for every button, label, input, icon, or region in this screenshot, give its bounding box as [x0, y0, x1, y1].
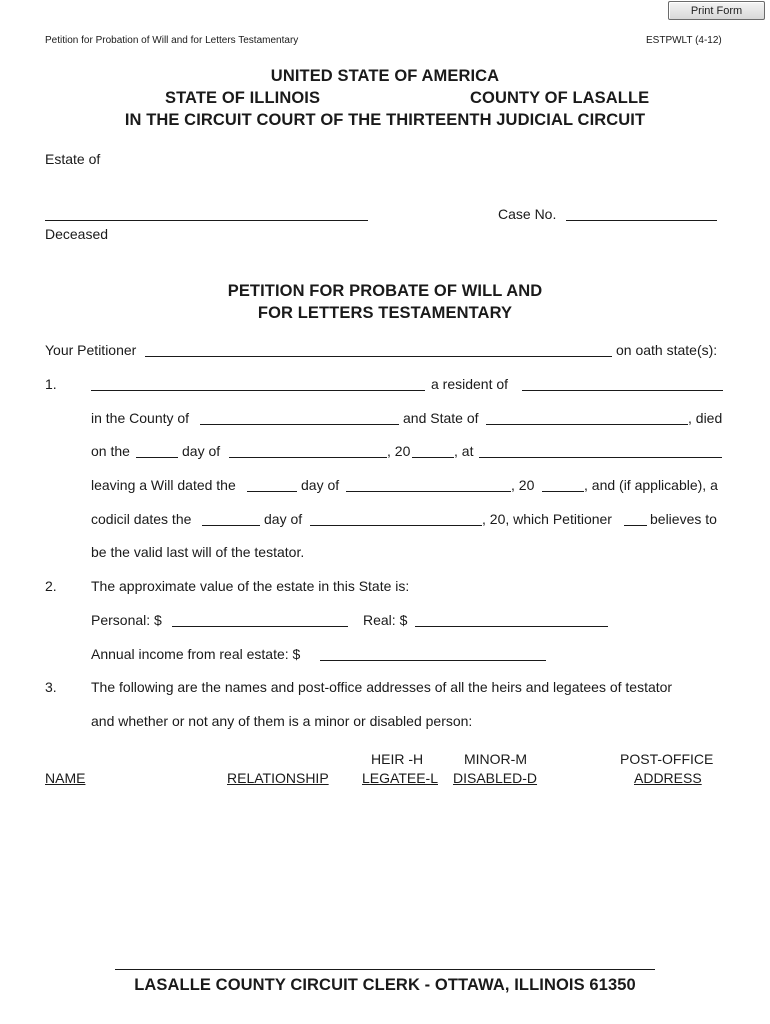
heirs-text-line1: The following are the names and post-office addresses of all the heirs and legatees of testator — [91, 679, 673, 695]
column-heir-top: HEIR -H — [371, 751, 424, 767]
day-of-label: day of — [182, 443, 221, 459]
estate-of-label: Estate of — [45, 151, 101, 167]
footer-rule — [115, 969, 655, 970]
column-relationship-header: RELATIONSHIP — [227, 770, 329, 786]
case-no-field[interactable] — [566, 220, 717, 221]
death-day-field[interactable] — [136, 457, 178, 458]
will-year-label: , 20 — [511, 477, 535, 493]
petitioner-believes-field[interactable] — [624, 525, 647, 526]
item-1-number: 1. — [45, 376, 57, 392]
death-month-field[interactable] — [229, 457, 387, 458]
if-applicable-label: , and (if applicable), a — [584, 477, 718, 493]
death-place-field[interactable] — [479, 457, 722, 458]
will-year-field[interactable] — [542, 491, 584, 492]
column-heir-bottom: LEGATEE-L — [362, 770, 438, 786]
on-the-label: on the — [91, 443, 130, 459]
title-court: IN THE CIRCUIT COURT OF THE THIRTEENTH JUDICIAL CIRCUIT — [124, 111, 646, 129]
estate-value-text: The approximate value of the estate in this State is: — [91, 578, 410, 594]
print-form-button[interactable]: Print Form — [668, 1, 765, 20]
footer-clerk-address: LASALLE COUNTY CIRCUIT CLERK - OTTAWA, ILLINOIS 61350 — [134, 976, 636, 994]
which-petitioner-label: , 20, which Petitioner — [482, 511, 612, 527]
item-3-number: 3. — [45, 679, 57, 695]
your-petitioner-label: Your Petitioner — [45, 342, 137, 358]
on-oath-label: on oath state(s): — [616, 342, 718, 358]
codicil-label: codicil dates the — [91, 511, 192, 527]
decedent-name-field[interactable] — [91, 390, 425, 391]
petition-title-line2: FOR LETTERS TESTAMENTARY — [257, 304, 513, 322]
deceased-name-field[interactable] — [45, 220, 368, 221]
column-minor-top: MINOR-M — [464, 751, 527, 767]
codicil-month-field[interactable] — [310, 525, 482, 526]
deceased-label: Deceased — [45, 226, 109, 242]
codicil-day-of-label: day of — [264, 511, 303, 527]
real-value-field[interactable] — [415, 626, 608, 627]
column-minor-bottom: DISABLED-D — [453, 770, 538, 786]
header-form-title: Petition for Probation of Will and for Letters Testamentary — [45, 35, 299, 46]
personal-value-field[interactable] — [172, 626, 348, 627]
believes-to-label: believes to — [650, 511, 717, 527]
column-post-office-bottom: ADDRESS — [634, 770, 702, 786]
title-state: STATE OF ILLINOIS — [165, 89, 321, 107]
column-post-office-top: POST-OFFICE — [620, 751, 714, 767]
valid-last-will-text: be the valid last will of the testator. — [91, 544, 305, 560]
petitioner-name-field[interactable] — [145, 356, 612, 357]
at-label: , at — [454, 443, 474, 459]
title-county: COUNTY OF LASALLE — [470, 89, 650, 107]
real-label: Real: $ — [363, 612, 408, 628]
will-month-field[interactable] — [346, 491, 511, 492]
codicil-day-field[interactable] — [202, 525, 260, 526]
death-year-field[interactable] — [412, 457, 454, 458]
in-the-county-of-label: in the County of — [91, 410, 190, 426]
and-state-of-label: and State of — [403, 410, 479, 426]
leaving-will-label: leaving a Will dated the — [91, 477, 236, 493]
petition-title-line1: PETITION FOR PROBATE OF WILL AND — [227, 282, 543, 300]
state-field[interactable] — [486, 424, 688, 425]
will-day-of-label: day of — [301, 477, 340, 493]
title-country: UNITED STATE OF AMERICA — [270, 67, 500, 85]
header-form-code: ESTPWLT (4-12) — [646, 35, 722, 46]
column-name-header: NAME — [45, 770, 86, 786]
county-field[interactable] — [200, 424, 399, 425]
year-20-label: , 20 — [387, 443, 411, 459]
resident-of-field[interactable] — [522, 390, 723, 391]
case-no-label: Case No. — [498, 206, 557, 222]
will-day-field[interactable] — [247, 491, 297, 492]
annual-income-label: Annual income from real estate: $ — [91, 646, 301, 662]
annual-income-field[interactable] — [320, 660, 546, 661]
died-label: , died — [688, 410, 723, 426]
personal-label: Personal: $ — [91, 612, 162, 628]
item-2-number: 2. — [45, 578, 57, 594]
heirs-text-line2: and whether or not any of them is a minor or disabled person: — [91, 713, 473, 729]
a-resident-of-label: a resident of — [431, 376, 509, 392]
